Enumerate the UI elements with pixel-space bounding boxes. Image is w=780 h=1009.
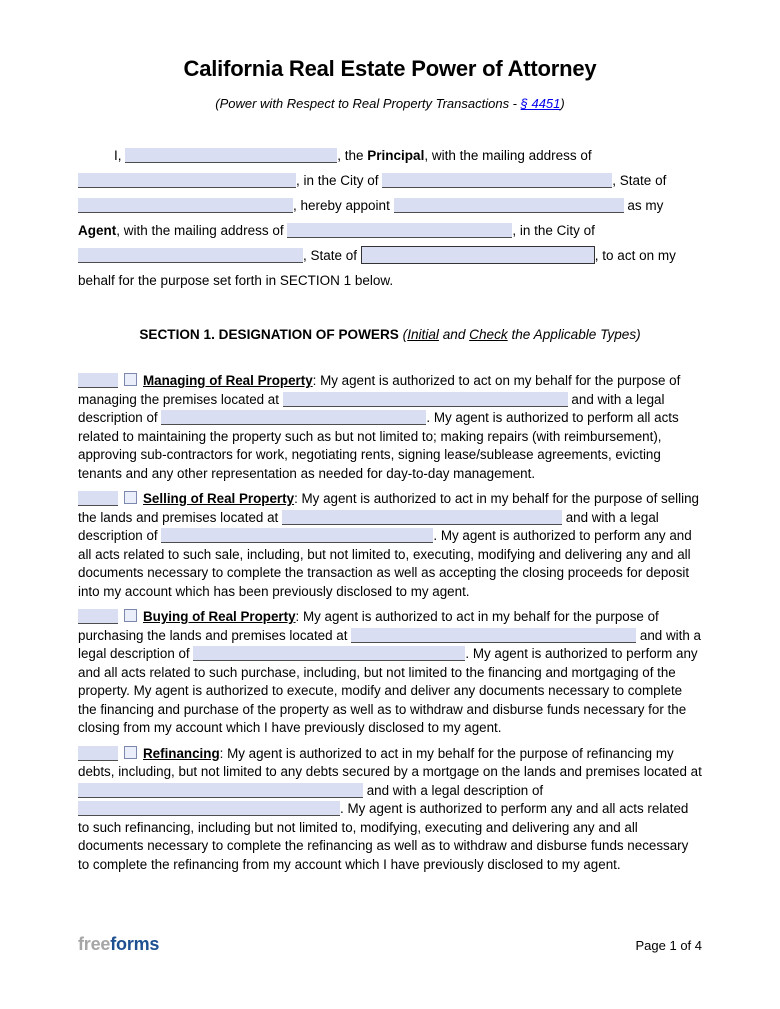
section1-paren-close: the Applicable Types)	[507, 327, 641, 342]
selling-text-c: . My agent is authorized to perform any and all acts related to such sale, including, but not limited to, executing, modifying and delivering any and all documents necessary to complete the transaction as well as accepting the closing proceeds for deposit into my account which has been previously disclosed to my agent.	[78, 528, 692, 599]
opening-text-5: , State of	[612, 173, 667, 188]
refinancing-power-name: Refinancing	[143, 745, 220, 761]
opening-text-6: , hereby appoint	[293, 198, 394, 213]
buying-text-a: : My agent is authorized to act in my behalf for the purpose of purchasing the lands and premises located at	[78, 609, 659, 643]
subtitle-close-paren: )	[560, 96, 565, 111]
section1-initial-word: Initial	[407, 327, 439, 342]
section1-paren-open: (	[398, 327, 408, 342]
managing-text-a: : My agent is authorized to act on my behalf for the purpose of managing the premises located at	[78, 373, 681, 407]
managing-power-name: Managing of Real Property	[143, 373, 313, 388]
buying-legal-description-field[interactable]	[193, 646, 465, 661]
buying-initials-field[interactable]	[78, 609, 118, 624]
managing-text-c: . My agent is authorized to perform all acts related to maintaining the property such as but not limited to; making repairs (with reimbursement), approving sub-contractors for work, negotiating rents, signing lease/sublease agreements, evicting tenants and any other representation as needed for day-to-day management.	[78, 410, 679, 481]
freeforms-logo	[78, 934, 159, 955]
principal-name-field[interactable]	[125, 148, 337, 163]
power-paragraph-buying	[78, 608, 702, 738]
selling-text-b: and with a legal description of	[78, 509, 659, 543]
power-paragraph-selling	[78, 490, 702, 601]
selling-legal-description-field[interactable]	[161, 528, 433, 543]
agent-city-field[interactable]	[78, 248, 303, 263]
refinancing-text-b: and with a legal description of	[363, 782, 544, 798]
buying-text-c: . My agent is authorized to perform any and all acts related to such purchase, including, but not limited to the financing and mortgaging of the property. My agent is authorized to execute, modify and deliver any documents necessary to complete the financing and purchase of the property as well as to withdraw and disburse funds necessary for the closing from my account which I have previously disclosed to my agent.	[78, 646, 698, 735]
selling-initials-field[interactable]	[78, 491, 118, 506]
power-paragraph-managing	[78, 372, 702, 483]
agent-state-select[interactable]	[361, 246, 595, 264]
opening-text-7: as my	[623, 198, 664, 213]
subtitle-text: (Power with Respect to Real Property Transactions -	[215, 96, 521, 111]
opening-text-3: , with the mailing address of	[424, 148, 592, 163]
agent-label: Agent	[78, 223, 117, 238]
page-number: Page 1 of 4	[635, 938, 702, 953]
opening-text-10: , State of	[303, 248, 361, 263]
managing-initials-field[interactable]	[78, 373, 118, 388]
power-paragraph-refinancing	[78, 745, 702, 875]
refinancing-legal-description-field[interactable]	[78, 801, 340, 816]
section1-heading-bold: SECTION 1. DESIGNATION OF POWERS	[139, 327, 399, 342]
refinancing-premises-field[interactable]	[78, 783, 363, 798]
statute-link[interactable]: § 4451	[520, 96, 561, 111]
section1-check-word: Check	[469, 327, 508, 342]
principal-city-field[interactable]	[382, 173, 612, 188]
principal-address-field[interactable]	[78, 173, 296, 188]
buying-text-b: and with a legal description of	[78, 627, 701, 661]
agent-name-field[interactable]	[394, 198, 624, 213]
principal-state-field[interactable]	[78, 198, 293, 213]
opening-paragraph	[78, 143, 702, 293]
managing-text-b: and with a legal description of	[78, 391, 665, 425]
refinancing-checkbox[interactable]	[124, 746, 137, 759]
page-subtitle	[78, 96, 702, 111]
section1-and-word: and	[438, 327, 470, 342]
selling-text-a: : My agent is authorized to act in my behalf for the purpose of selling the lands and premises located at	[78, 491, 699, 525]
opening-text-9: , in the City of	[512, 223, 595, 238]
refinancing-text-a: : My agent is authorized to act in my behalf for the purpose of refinancing my debts, including, but not limited to any debts secured by a mortgage on the lands and premises located at	[78, 745, 702, 779]
agent-address-field[interactable]	[287, 223, 512, 238]
opening-text-4: , in the City of	[296, 173, 383, 188]
buying-power-name: Buying of Real Property	[143, 609, 296, 624]
opening-text-8: , with the mailing address of	[116, 223, 288, 238]
selling-checkbox[interactable]	[124, 491, 137, 504]
opening-text-2: , the	[337, 148, 368, 163]
selling-power-name: Selling of Real Property	[143, 491, 295, 506]
refinancing-initials-field[interactable]	[78, 746, 118, 761]
buying-checkbox[interactable]	[124, 609, 137, 622]
section1-heading	[78, 327, 702, 342]
opening-text-11: , to act on my behalf for the purpose set forth in SECTION 1 below.	[78, 248, 676, 288]
logo-free-text: free	[78, 934, 111, 954]
buying-premises-field[interactable]	[351, 628, 636, 643]
logo-forms-text: forms	[110, 934, 160, 954]
managing-legal-description-field[interactable]	[161, 410, 426, 425]
principal-label: Principal	[367, 148, 425, 163]
refinancing-text-c: . My agent is authorized to perform any and all acts related to such refinancing, including but not limited to, modifying, executing and delivering any and all documents necessary to complete the refinancing as well as to withdraw and disburse funds necessary to complete the refinancing from my account which I have previously disclosed to my agent.	[78, 801, 689, 872]
page-footer	[78, 934, 702, 955]
managing-premises-field[interactable]	[283, 392, 568, 407]
opening-text-1: I,	[114, 148, 126, 163]
page-title: California Real Estate Power of Attorney	[183, 56, 597, 81]
selling-premises-field[interactable]	[282, 510, 562, 525]
managing-checkbox[interactable]	[124, 373, 137, 386]
